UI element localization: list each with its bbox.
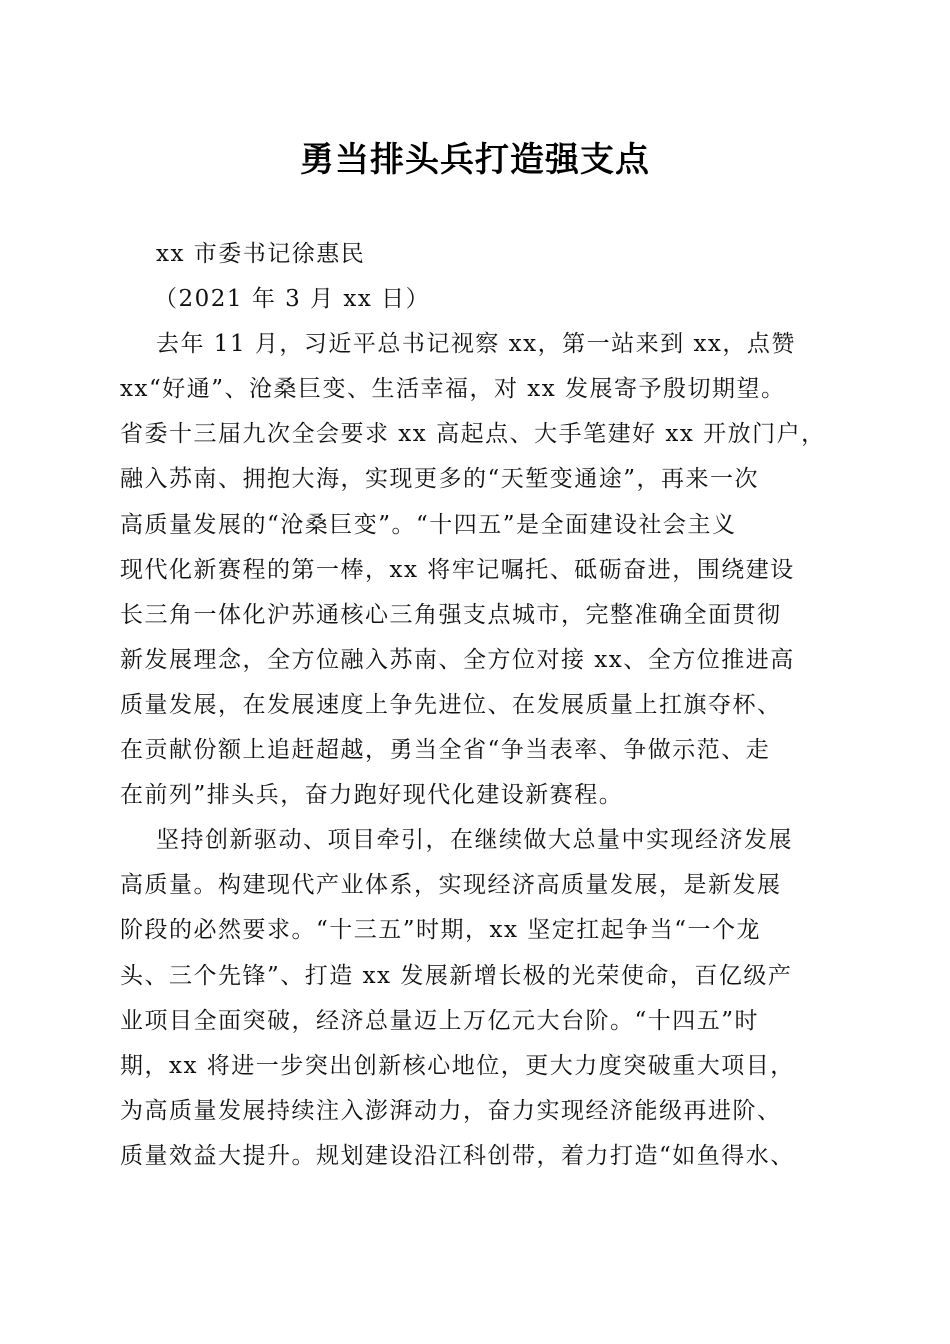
paragraph-line: 头、三个先锋”、打造 xx 发展新增长极的光荣使命，百亿级产 <box>120 962 793 989</box>
paragraph-line: 现代化新赛程的第一棒，xx 将牢记嘱托、砥砺奋进，围绕建设 <box>120 556 795 583</box>
paragraph-line: 阶段的必然要求。“十三五”时期，xx 坚定扛起争当“一个龙 <box>120 917 762 944</box>
document-body <box>120 232 840 1179</box>
paragraph-line: 质量发展，在发展速度上争先进位、在发展质量上扛旗夺杯、 <box>120 691 782 718</box>
paragraph-line: 业项目全面突破，经济总量迈上万亿元大台阶。“十四五”时 <box>120 1007 760 1034</box>
paragraph-line: 在前列”排头兵，奋力跑好现代化建设新赛程。 <box>120 782 624 809</box>
paragraph-line: 高质量发展的“沧桑巨变”。“十四五”是全面建设社会主义 <box>120 511 737 538</box>
paragraph-line: 新发展理念，全方位融入苏南、全方位对接 xx、全方位推进高 <box>120 646 795 673</box>
paragraph-line: 在贡献份额上追赶超越，勇当全省“争当表率、争做示范、走 <box>120 737 771 764</box>
paragraph-line: 坚持创新驱动、项目牵引，在继续做大总量中实现经济发展 <box>156 827 793 854</box>
paragraph-line: 期，xx 将进一步突出创新核心地位，更大力度突破重大项目， <box>120 1052 795 1079</box>
date-line: （2021 年 3 月 xx 日） <box>154 286 431 313</box>
paragraph-line: xx“好通”、沧桑巨变、生活幸福，对 xx 发展寄予殷切期望。 <box>120 376 786 403</box>
paragraph-line: 高质量。构建现代产业体系，实现经济高质量发展，是新发展 <box>120 872 782 899</box>
paragraph-line: 长三角一体化沪苏通核心三角强支点城市，完整准确全面贯彻 <box>120 601 782 628</box>
paragraph-line: 质量效益大提升。规划建设沿江科创带，着力打造“如鱼得水、 <box>120 1142 795 1169</box>
paragraph-line: 省委十三届九次全会要求 xx 高起点、大手笔建好 xx 开放门户， <box>120 421 826 448</box>
paragraph-line: 为高质量发展持续注入澎湃动力，奋力实现经济能级再进阶、 <box>120 1097 782 1124</box>
author-line: xx 市委书记徐惠民 <box>156 241 366 267</box>
paragraph-line: 去年 11 月，习近平总书记视察 xx，第一站来到 xx，点赞 <box>156 331 796 358</box>
document-title: 勇当排头兵打造强支点 <box>300 140 650 180</box>
paragraph-line: 融入苏南、拥抱大海，实现更多的“天堑变通途”，再来一次 <box>120 466 760 493</box>
